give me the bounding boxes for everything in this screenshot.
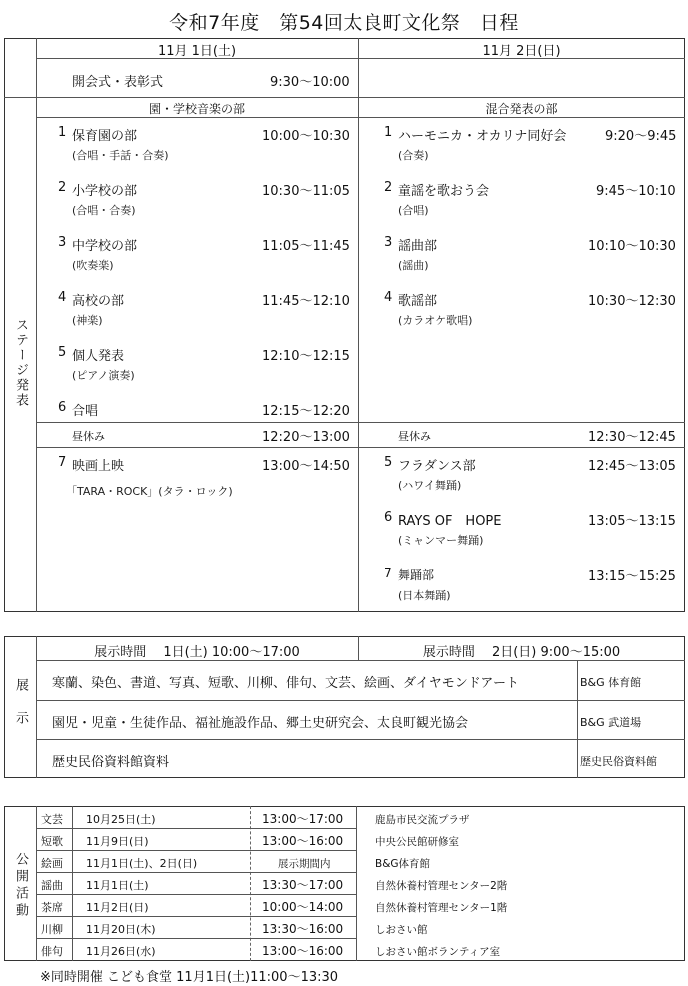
- list-item-name: 小学校の部: [72, 184, 138, 199]
- lunch-left-time: 12:20～13:00: [262, 430, 350, 445]
- activity-place: 中央公民館研修室: [375, 836, 459, 848]
- activity-category: 謡曲: [41, 879, 63, 892]
- list-item-number: 1: [384, 125, 393, 140]
- list-item-name: 個人発表: [72, 349, 125, 364]
- activity-time: 10:00～14:00: [262, 900, 344, 914]
- list-item-sub: (カラオケ歌唱): [398, 314, 473, 327]
- list-item-time: 9:45～10:10: [596, 184, 676, 199]
- list-item-number: 5: [58, 345, 67, 360]
- lunch-left-label: 昼休み: [72, 430, 105, 443]
- activity-category: 絵画: [41, 857, 63, 870]
- list-item-number: 2: [58, 180, 67, 195]
- list-item-number: 5: [384, 455, 393, 470]
- list-item-sub: (ピアノ演奏): [72, 369, 135, 382]
- day1-header: 11月 1日(土): [157, 44, 237, 59]
- list-item-name: 歌謡部: [398, 294, 438, 309]
- activity-category: 俳句: [41, 945, 63, 958]
- activity-place: 鹿島市民交流プラザ: [375, 814, 470, 826]
- list-item-time: 12:10～12:15: [262, 349, 350, 364]
- list-item-number: 6: [384, 510, 393, 525]
- list-item-name: 舞踊部: [398, 568, 435, 582]
- list-item-number: 1: [58, 125, 67, 140]
- activity-category: 川柳: [41, 923, 63, 936]
- exhibit-side-label: 展示: [13, 678, 28, 744]
- activity-time: 展示期間内: [278, 858, 331, 870]
- list-item-number: 7: [384, 566, 392, 580]
- right-section-header: 混合発表の部: [485, 102, 558, 116]
- list-item-name: ハーモニカ・オカリナ同好会: [398, 129, 567, 144]
- lunch-right-time: 12:30～12:45: [588, 430, 676, 445]
- exhibit-items: 園児・児童・生徒作品、福祉施設作品、郷土史研究会、太良町観光協会: [52, 716, 469, 731]
- list-item-sub: (合奏): [398, 149, 429, 162]
- list-item-time: 10:30～12:30: [588, 294, 676, 309]
- list-item-name: 童謡を歌おう会: [398, 184, 490, 199]
- activity-category: 文芸: [41, 813, 63, 826]
- activity-date: 11月1日(土): [86, 879, 149, 892]
- list-item-name: 謡曲部: [398, 239, 438, 254]
- activity-place: しおさい館ボランティア室: [375, 946, 501, 958]
- activity-date: 11月26日(水): [86, 945, 156, 958]
- list-item-time: 11:45～12:10: [262, 294, 350, 309]
- exhibit-items: 寒蘭、染色、書道、写真、短歌、川柳、俳句、文芸、絵画、ダイヤモンドアート: [52, 676, 519, 691]
- list-item-time: 9:20～9:45: [605, 129, 677, 144]
- page-title: 令和7年度 第54回太良町文化祭 日程: [169, 12, 519, 34]
- stage-side-label: ステージ発表: [13, 318, 28, 408]
- list-item-sub: (ハワイ舞踊): [398, 479, 462, 492]
- list-item-name: RAYS OF HOPE: [398, 514, 502, 529]
- opening-time: 9:30～10:00: [270, 75, 350, 90]
- list-item-name: フラダンス部: [398, 459, 476, 474]
- list-item-name: 高校の部: [72, 294, 125, 309]
- list-item-name: 中学校の部: [72, 239, 138, 254]
- list-item-number: 4: [58, 290, 67, 305]
- list-item-sub: (吹奏楽): [72, 259, 114, 272]
- list-item-name: 映画上映: [72, 459, 125, 474]
- list-item-number: 7: [58, 455, 67, 470]
- list-item-time: 12:45～13:05: [588, 459, 676, 474]
- activity-time: 13:00～16:00: [262, 944, 344, 958]
- exhibit-venue: B&G 体育館: [580, 676, 642, 689]
- activity-time: 13:30～16:00: [262, 922, 344, 936]
- list-item-name: 合唱: [72, 404, 99, 419]
- list-item-sub: (神楽): [72, 314, 103, 327]
- exhibit-hours-day2: 展示時間 2日(日) 9:00～15:00: [422, 645, 621, 660]
- list-item-number: 3: [58, 235, 67, 250]
- list-item-number: 3: [384, 235, 393, 250]
- exhibit-venue: B&G 武道場: [580, 716, 642, 729]
- list-item-time: 10:00～10:30: [262, 129, 350, 144]
- list-item-sub: (ミャンマー舞踊): [398, 534, 484, 547]
- list-item-sub: 「TARA・ROCK」(タラ・ロック): [66, 485, 233, 498]
- exhibit-venue: 歴史民俗資料館: [580, 755, 657, 768]
- list-item-time: 13:15～15:25: [588, 569, 676, 584]
- left-section-header: 園・学校音楽の部: [148, 102, 245, 116]
- list-item-time: 11:05～11:45: [262, 239, 350, 254]
- activity-date: 11月9日(日): [86, 835, 149, 848]
- activity-time: 13:00～17:00: [262, 812, 344, 826]
- activity-place: 自然休養村管理センター2階: [375, 880, 508, 892]
- day2-header: 11月 2日(日): [482, 44, 561, 59]
- list-item-sub: (合唱・合奏): [72, 204, 136, 217]
- list-item-time: 10:30～11:05: [262, 184, 350, 199]
- list-item-sub: (合唱): [398, 204, 429, 217]
- list-item-sub: (日本舞踊): [398, 589, 451, 602]
- activity-date: 11月1日(土)、2日(日): [86, 857, 198, 870]
- list-item-time: 13:05～13:15: [588, 514, 676, 529]
- opening-label: 開会式・表彰式: [72, 75, 164, 90]
- activity-category: 茶席: [41, 901, 63, 914]
- activity-place: B&G体育館: [375, 858, 431, 870]
- activity-time: 13:00～16:00: [262, 834, 344, 848]
- activity-date: 11月20日(木): [86, 923, 156, 936]
- list-item-time: 12:15～12:20: [262, 404, 350, 419]
- list-item-number: 2: [384, 180, 393, 195]
- exhibit-hours-day1: 展示時間 1日(土) 10:00～17:00: [94, 645, 300, 660]
- activity-category: 短歌: [41, 835, 63, 848]
- list-item-time: 13:00～14:50: [262, 459, 350, 474]
- list-item-number: 6: [58, 400, 67, 415]
- activity-date: 10月25日(土): [86, 813, 156, 826]
- activity-date: 11月2日(日): [86, 901, 149, 914]
- list-item-sub: (謡曲): [398, 259, 429, 272]
- list-item-number: 4: [384, 290, 393, 305]
- list-item-name: 保育園の部: [72, 129, 138, 144]
- activity-place: しおさい館: [375, 924, 428, 936]
- public-side-label: 公開活動: [13, 852, 28, 920]
- activity-time: 13:30～17:00: [262, 878, 344, 892]
- list-item-sub: (合唱・手話・合奏): [72, 149, 169, 162]
- lunch-right-label: 昼休み: [398, 430, 431, 443]
- footnote: ※同時開催 こども食堂 11月1日(土)11:00～13:30: [40, 970, 339, 985]
- exhibit-items: 歴史民俗資料館資料: [52, 755, 170, 770]
- list-item-time: 10:10～10:30: [588, 239, 676, 254]
- activity-place: 自然休養村管理センター1階: [375, 902, 508, 914]
